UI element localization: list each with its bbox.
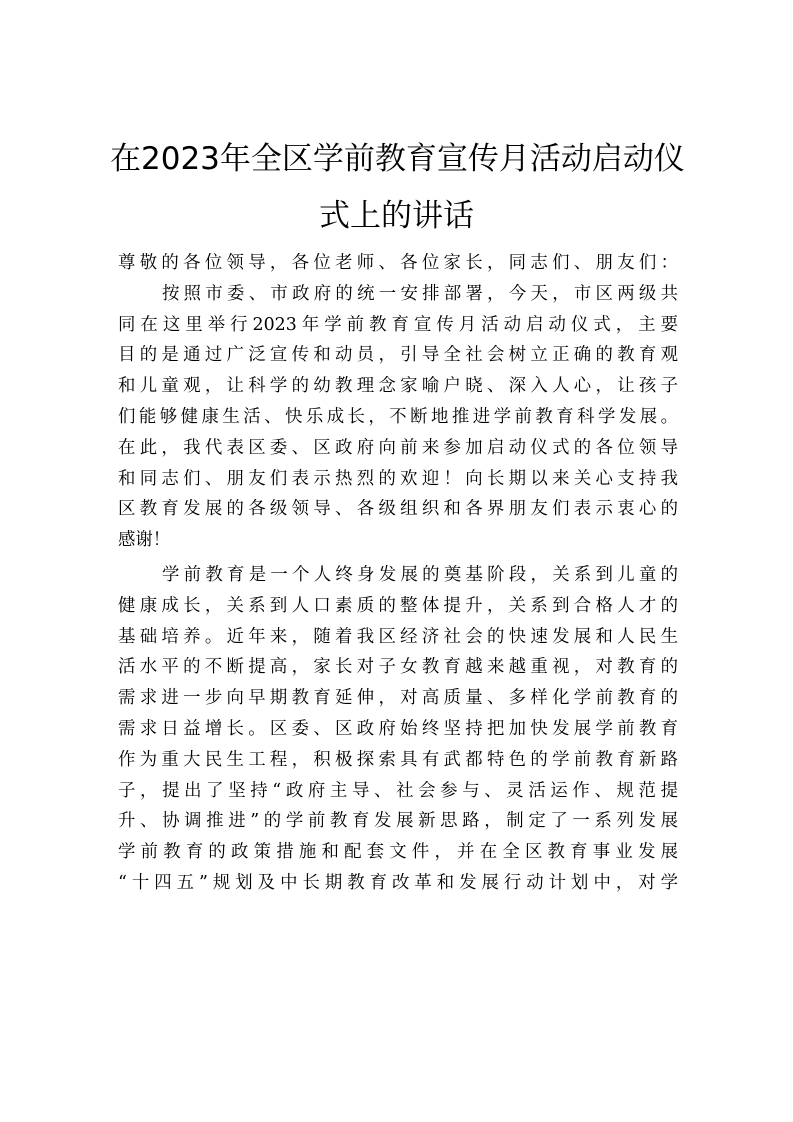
paragraph-line: 们能够健康生活、快乐成长，不断地推进学前教育科学发展。 [118,406,678,427]
paragraph-1 [118,279,678,556]
document-title-line-2: 式上的讲话 [319,198,474,234]
paragraph-line: “十四五”规划及中长期教育改革和发展行动计划中，对学 [118,872,678,893]
paragraph-line: 同在这里举行2023年学前教育宣传月活动启动仪式，主要 [118,314,678,335]
paragraph-line: 目的是通过广泛宣传和动员，引导全社会树立正确的教育观 [118,345,678,366]
paragraph-2 [118,560,678,899]
paragraph-line: 基础培养。近年来，随着我区经济社会的快速发展和人民生 [118,626,678,647]
paragraph-line: 感谢！ [118,530,171,551]
paragraph-line: 需求进一步向早期教育延伸，对高质量、多样化学前教育的 [118,688,678,709]
document-body [118,248,678,899]
paragraph-line: 活水平的不断提高，家长对子女教育越来越重视，对教育的 [118,657,678,678]
salutation: 尊敬的各位领导，各位老师、各位家长，同志们、朋友们： [118,253,678,273]
paragraph-line: 升、协调推进”的学前教育发展新思路，制定了一系列发展 [118,811,678,832]
paragraph-line: 学前教育的政策措施和配套文件，并在全区教育事业发展 [118,842,678,863]
paragraph-line: 在此，我代表区委、区政府向前来参加启动仪式的各位领导 [118,437,678,458]
document-title-line-1: 在2023年全区学前教育宣传月活动启动仪 [110,141,685,177]
paragraph-line: 子，提出了坚持“政府主导、社会参与、灵活运作、规范提 [118,780,678,801]
paragraph-line: 按照市委、市政府的统一安排部署，今天，市区两级共 [162,283,678,304]
paragraph-line: 学前教育是一个人终身发展的奠基阶段，关系到儿童的 [162,564,678,585]
paragraph-line: 区教育发展的各级领导、各级组织和各界朋友们表示衷心的 [118,499,678,520]
paragraph-line: 和儿童观，让科学的幼教理念家喻户晓、深入人心，让孩子 [118,376,678,397]
paragraph-line: 健康成长，关系到人口素质的整体提升，关系到合格人才的 [118,595,678,616]
paragraph-line: 需求日益增长。区委、区政府始终坚持把加快发展学前教育 [118,718,678,739]
paragraph-line: 作为重大民生工程，积极探索具有武都特色的学前教育新路 [118,749,678,770]
paragraph-line: 和同志们、朋友们表示热烈的欢迎！向长期以来关心支持我 [118,468,678,489]
